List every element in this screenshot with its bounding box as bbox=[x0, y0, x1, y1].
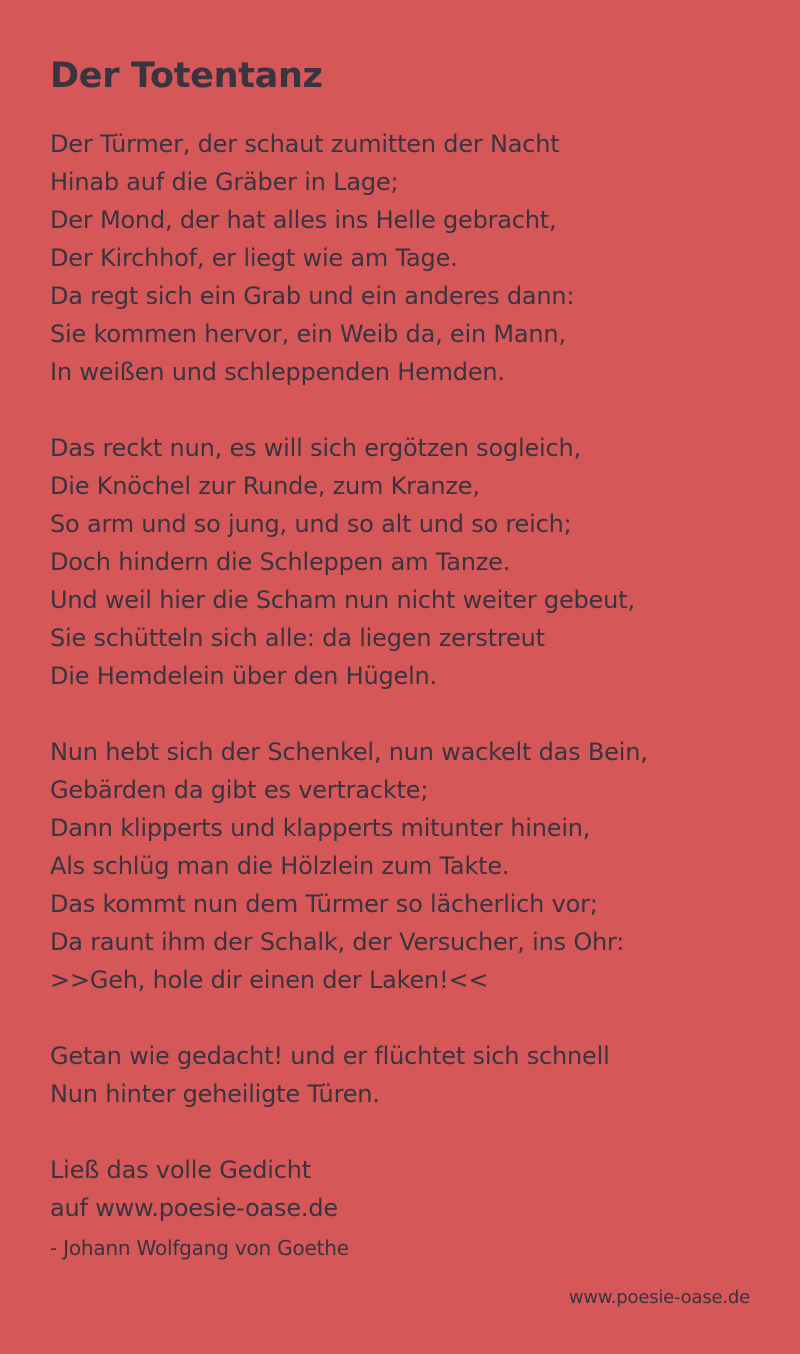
poem-line: Als schlüg man die Hölzlein zum Takte. bbox=[50, 852, 510, 880]
poem-line: Da regt sich ein Grab und ein anderes dann: bbox=[50, 282, 575, 310]
poem-line: Sie schütteln sich alle: da liegen zerstreut bbox=[50, 624, 545, 652]
poem-line: Da raunt ihm der Schalk, der Versucher, ins Ohr: bbox=[50, 928, 625, 956]
poem-title: Der Totentanz bbox=[50, 56, 323, 96]
poem-line: Nun hebt sich der Schenkel, nun wackelt das Bein, bbox=[50, 738, 648, 766]
poem-line: Und weil hier die Scham nun nicht weiter gebeut, bbox=[50, 586, 635, 614]
stanza-2 bbox=[50, 429, 780, 695]
poem-line: Getan wie gedacht! und er flüchtet sich schnell bbox=[50, 1042, 610, 1070]
stanza-3 bbox=[50, 733, 780, 999]
poem-line: Der Kirchhof, er liegt wie am Tage. bbox=[50, 244, 458, 272]
full-poem-note-line: Ließ das volle Gedicht bbox=[50, 1156, 311, 1184]
poem-line: So arm und so jung, und so alt und so reich; bbox=[50, 510, 572, 538]
poem-line: Doch hindern die Schleppen am Tanze. bbox=[50, 548, 511, 576]
poem-body bbox=[50, 125, 780, 1265]
poem-line: Hinab auf die Gräber in Lage; bbox=[50, 168, 399, 196]
poem-line: Die Knöchel zur Runde, zum Kranze, bbox=[50, 472, 480, 500]
stanza-1 bbox=[50, 125, 780, 391]
poem-line: Die Hemdelein über den Hügeln. bbox=[50, 662, 437, 690]
poem-line: Das reckt nun, es will sich ergötzen sogleich, bbox=[50, 434, 581, 462]
poem-line: In weißen und schleppenden Hemden. bbox=[50, 358, 505, 386]
full-poem-link[interactable]: auf www.poesie-oase.de bbox=[50, 1194, 338, 1222]
poem-line: Das kommt nun dem Türmer so lächerlich vor; bbox=[50, 890, 598, 918]
poem-line: Der Türmer, der schaut zumitten der Nacht bbox=[50, 130, 560, 158]
poem-line: Gebärden da gibt es vertrackte; bbox=[50, 776, 429, 804]
poem-line: >>Geh, hole dir einen der Laken!<< bbox=[50, 966, 489, 994]
author-name: - Johann Wolfgang von Goethe bbox=[50, 1236, 349, 1260]
poem-line: Nun hinter geheiligte Türen. bbox=[50, 1080, 380, 1108]
full-poem-note bbox=[50, 1151, 780, 1265]
poem-line: Dann klipperts und klapperts mitunter hinein, bbox=[50, 814, 591, 842]
stanza-4 bbox=[50, 1037, 780, 1113]
poem-line: Der Mond, der hat alles ins Helle gebracht, bbox=[50, 206, 557, 234]
poem-line: Sie kommen hervor, ein Weib da, ein Mann, bbox=[50, 320, 566, 348]
footer-website-link[interactable]: www.poesie-oase.de bbox=[568, 1287, 750, 1308]
